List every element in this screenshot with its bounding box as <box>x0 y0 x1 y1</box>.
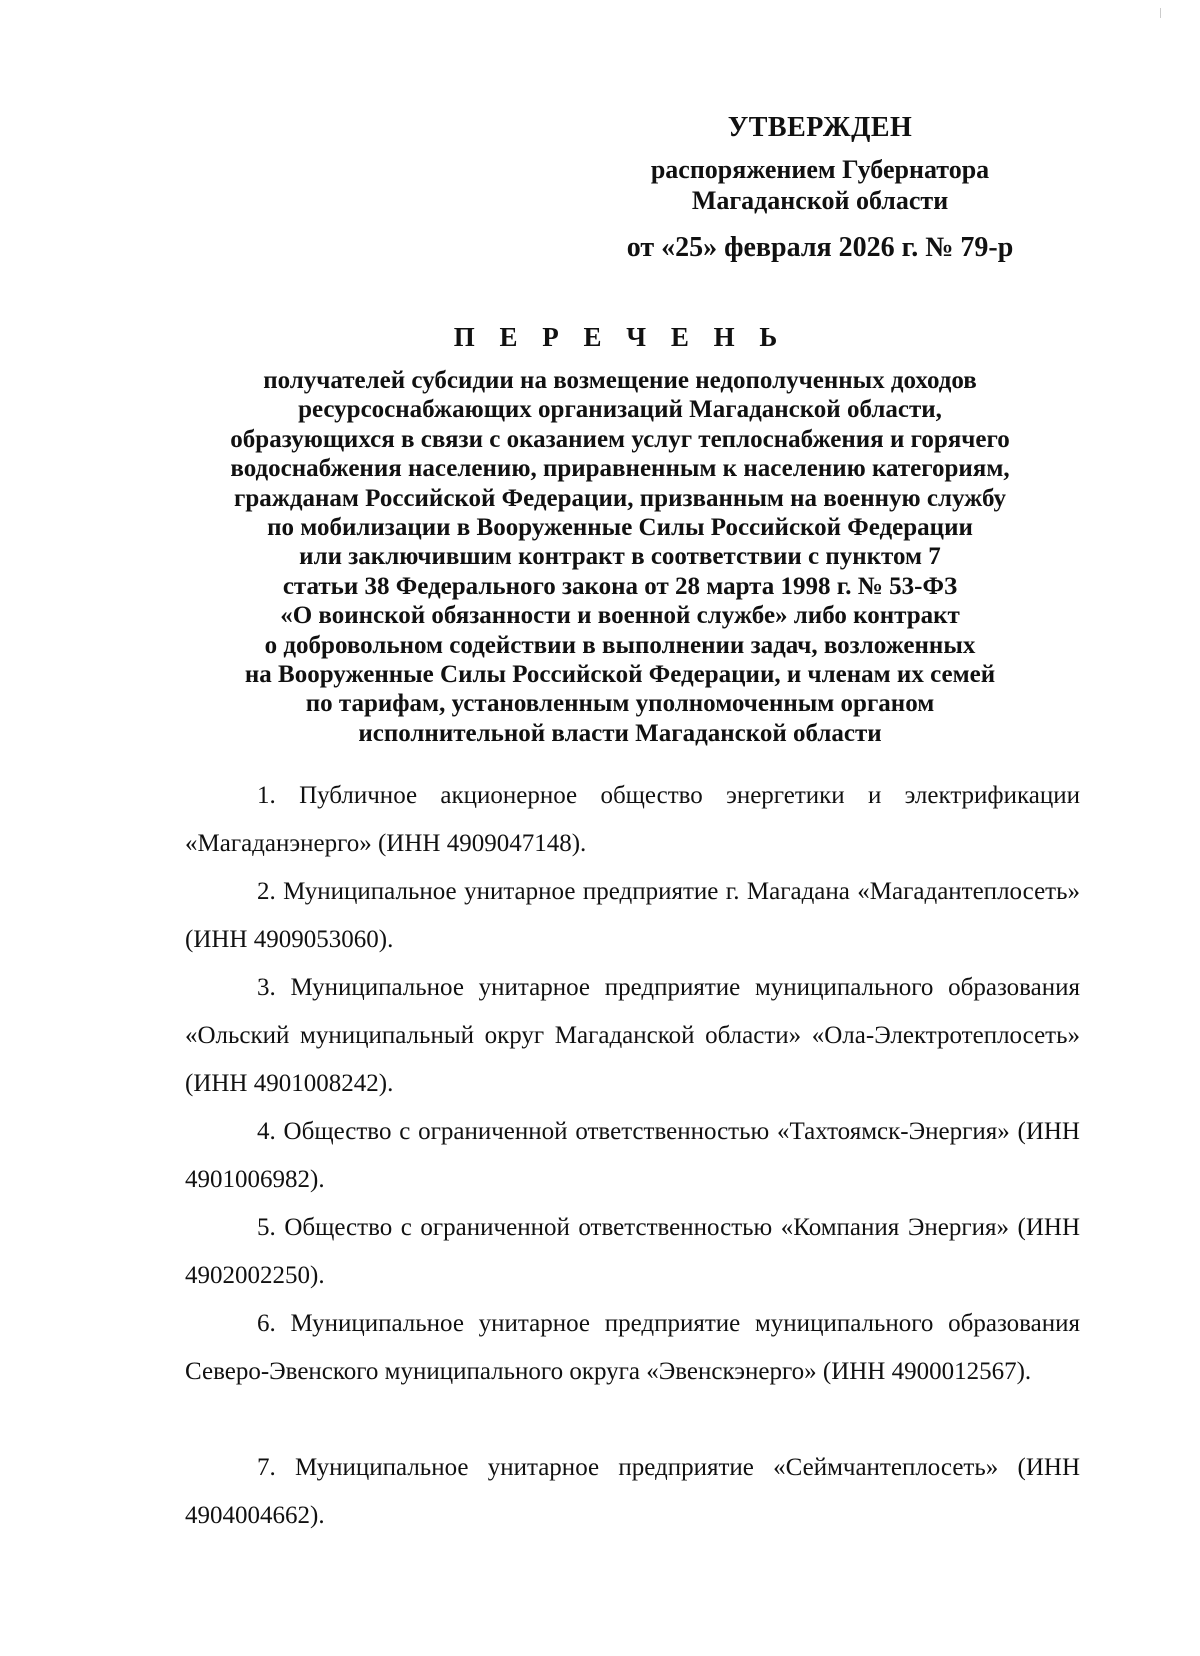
subtitle-line: «О воинской обязанности и военной службе» либо контракт <box>280 602 960 630</box>
subtitle-line: получателей субсидии на возмещение недополученных доходов <box>263 367 977 394</box>
list-item <box>185 1300 1080 1444</box>
approved-label: УТВЕРЖДЕН <box>727 112 913 143</box>
approval-line-1: распоряжением Губернатора <box>650 155 990 184</box>
item-text: Муниципальное унитарное предприятие «Сеймчантеплосеть» (ИНН 4904004662). <box>185 1454 1080 1529</box>
subtitle-line: исполнительной власти Магаданской области <box>358 719 882 747</box>
item-text: Муниципальное унитарное предприятие г. Магадана «Магадантеплосеть» (ИНН 4909053060). <box>185 878 1080 953</box>
item-number: 4. <box>257 1118 276 1145</box>
subtitle-line: о добровольном содействии в выполнении задач, возложенных <box>264 631 976 659</box>
subtitle-line: гражданам Российской Федерации, призванным на военную службу <box>233 484 1007 512</box>
approval-date: от «25» февраля 2026 г. № 79-р <box>626 232 1014 263</box>
item-number: 2. <box>257 878 276 905</box>
list-item <box>185 772 1080 868</box>
recipients-list <box>185 772 1080 1540</box>
approval-stamp <box>620 110 1020 266</box>
list-item <box>185 868 1080 964</box>
list-item <box>185 1204 1080 1300</box>
title-heading: П Е Р Е Ч Е Н Ь <box>453 322 787 352</box>
item-text: Публичное акционерное общество энергетики и электрификации «Магаданэнерго» (ИНН 4909047148). <box>185 782 1081 857</box>
item-text: Муниципальное унитарное предприятие муниципального образования «Ольский муниципальный округ Магаданской области» «Ола-Электротеплосеть» (ИНН 4901008242). <box>185 974 1080 1097</box>
item-text: Общество с ограниченной ответственностью «Компания Энергия» (ИНН 4902002250). <box>185 1214 1080 1289</box>
subtitle-line: по тарифам, установленным уполномоченным органом <box>305 690 935 718</box>
item-number: 7. <box>257 1454 276 1481</box>
approval-line-2: Магаданской области <box>691 186 949 215</box>
subtitle-line: ресурсоснабжающих организаций Магаданской области, <box>298 396 942 424</box>
item-text: Муниципальное унитарное предприятие муниципального образования Северо-Эвенского муниципального округа «Эвенскэнерго» (ИНН 4900012567). <box>185 1310 1080 1385</box>
list-item <box>185 1444 1080 1540</box>
subtitle-line: по мобилизации в Вооруженные Силы Российской Федерации <box>267 514 973 542</box>
subtitle-line: образующихся в связи с оказанием услуг теплоснабжения и горячего <box>230 425 1010 453</box>
item-number: 1. <box>257 782 276 809</box>
item-text: Общество с ограниченной ответственностью «Тахтоямск-Энергия» (ИНН 4901006982). <box>185 1118 1080 1193</box>
scan-artifact <box>1160 8 1161 18</box>
subtitle-line: на Вооруженные Силы Российской Федерации, и членам их семей <box>244 661 996 689</box>
subtitle-line: или заключившим контракт в соответствии с пунктом 7 <box>299 543 941 571</box>
document-title <box>130 318 1110 748</box>
list-item <box>185 1108 1080 1204</box>
item-number: 6. <box>257 1310 276 1337</box>
subtitle-line: водоснабжения населению, приравненным к населению категориям, <box>230 455 1010 483</box>
list-item <box>185 964 1080 1108</box>
item-number: 5. <box>257 1214 276 1241</box>
item-number: 3. <box>257 974 276 1001</box>
subtitle-line: статьи 38 Федерального закона от 28 марта 1998 г. № 53-ФЗ <box>282 572 958 600</box>
